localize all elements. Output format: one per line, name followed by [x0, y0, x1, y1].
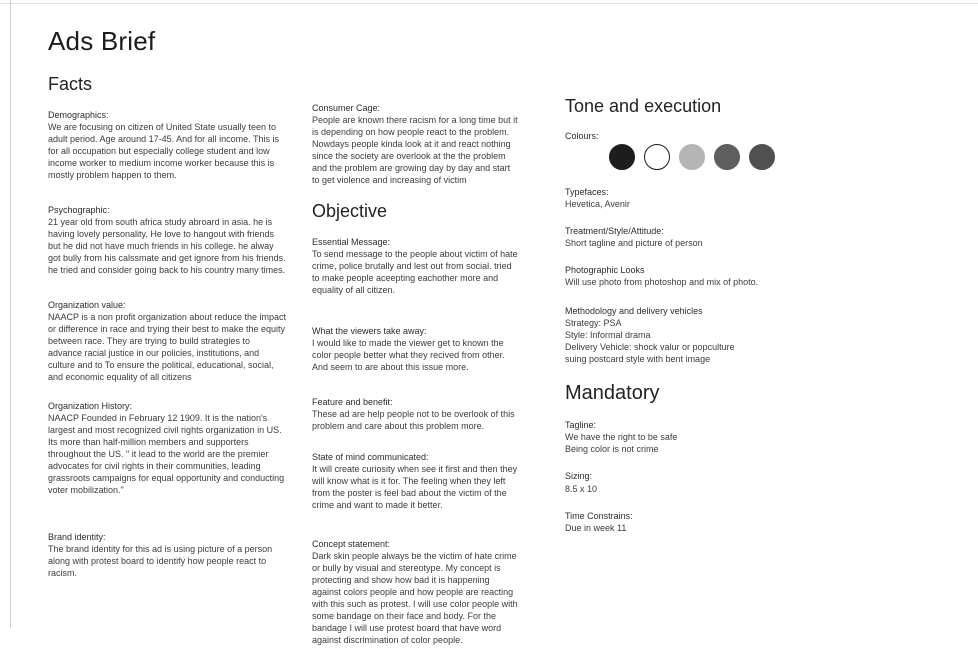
tone-column — [565, 96, 813, 555]
block-text: Strategy: PSA Style: Informal drama Delivery Vehicle: shock valur or popculture suing postcard style with bent image — [565, 318, 735, 365]
block-text: These ad are help people not to be overlook of this problem and care about this problem more. — [312, 409, 515, 432]
objective-block-state-of-mind — [312, 451, 518, 512]
facts-block-demographics — [48, 109, 286, 182]
facts-block-organization-history — [48, 400, 286, 497]
colour-swatch-light-gray — [679, 144, 705, 170]
colour-swatch-white — [644, 144, 670, 170]
block-label: Concept statement: — [312, 539, 391, 550]
block-label: Photographic Looks — [565, 265, 645, 276]
tone-block-methodology — [565, 305, 813, 366]
consumer-cage-block — [312, 102, 518, 187]
mandatory-block-tagline — [565, 419, 813, 456]
block-label: What the viewers take away: — [312, 325, 427, 336]
mandatory-heading: Mandatory — [565, 382, 660, 405]
block-text: 21 year old from south africa study abroard in asia. he is having lovely personality. He love to hangout with friends but he did not have much friends in his college. he alway got bully from his calssmate and get ignore from his friends. he tried and consider going back to his country many times. — [48, 217, 286, 275]
colour-swatch-dark-gray — [749, 144, 775, 170]
block-text: The brand identity for this ad is using picture of a person along with protest board to identify how people react to racism. — [48, 543, 273, 578]
block-text: Short tagline and picture of person — [565, 238, 703, 249]
block-text: NAACP is a non profit organization about reduce the impact or difference in race and trying their best to make the equity between race. They are trying to build strategies to advance racial justice in our policies, institutions, and culture and to To ensure the political, educational, social, and economic equality of all citizens — [48, 312, 286, 382]
block-text: It will create curiosity when see it first and then they will know what is it for. The feeling when they left from the poster is feel bad about the victim of the crime and want to made it better. — [312, 464, 518, 511]
block-text: Hevetica, Avenir — [565, 199, 630, 210]
block-text: I would like to made the viewer get to known the color people better what they recived from other. And seem to are about this issue more. — [312, 338, 505, 373]
facts-column — [48, 74, 286, 600]
block-text: To send message to the people about victim of hate crime, police brutally and lest out from social. tried to make people aceepting eachother more and equality of all citizen. — [312, 249, 518, 295]
block-label: Psychographic: — [48, 204, 110, 215]
block-label: Sizing: — [565, 471, 593, 482]
tone-heading: Tone and execution — [565, 96, 722, 116]
objective-column — [312, 102, 518, 667]
block-label: Organization History: — [48, 400, 133, 411]
document-title: Ads Brief — [48, 26, 156, 56]
block-text: Due in week 11 — [565, 522, 627, 533]
colours-label: Colours: — [565, 131, 599, 141]
tone-block-typefaces — [565, 186, 813, 211]
block-text: Will use photo from photoshop and mix of photo. — [565, 277, 759, 288]
colour-swatch-gray — [714, 144, 740, 170]
mandatory-block-time-constrains — [565, 510, 813, 535]
tone-block-photographic-looks — [565, 264, 813, 289]
facts-heading: Facts — [48, 74, 93, 94]
block-text: 8.5 x 10 — [565, 483, 598, 494]
block-text: We have the right to be safe Being color is not crime — [565, 432, 678, 455]
block-label: Time Constrains: — [565, 510, 633, 521]
facts-block-brand-identity — [48, 531, 286, 580]
block-label: Consumer Cage: — [312, 103, 381, 113]
block-text: We are focusing on citizen of United State usually teen to adult period. Age around 17-45. And for all income. This is for all occupation but especially college student and low income worker to medium income worker because this is mostly problem happen to them. — [48, 122, 279, 181]
objective-heading: Objective — [312, 200, 388, 221]
left-edge-line — [10, 0, 11, 628]
block-label: Tagline: — [565, 420, 597, 431]
block-label: Demographics: — [48, 110, 109, 120]
colour-swatch-row — [609, 144, 813, 170]
objective-block-viewers-takeaway — [312, 325, 518, 374]
block-label: Feature and benefit: — [312, 397, 393, 408]
block-label: Brand identity: — [48, 531, 106, 542]
facts-block-psychographic — [48, 204, 286, 277]
objective-block-essential-message — [312, 236, 518, 297]
block-label: Typefaces: — [565, 187, 609, 197]
objective-block-feature-benefit — [312, 396, 518, 433]
block-label: Methodology and delivery vehicles — [565, 306, 703, 317]
colour-swatch-black — [609, 144, 635, 170]
block-label: Treatment/Style/Attitude: — [565, 226, 664, 237]
facts-block-organization-value — [48, 299, 286, 384]
colours-block — [565, 131, 813, 170]
objective-block-concept-statement — [312, 538, 518, 647]
block-label: State of mind communicated: — [312, 452, 429, 463]
block-label: Essential Message: — [312, 236, 391, 247]
mandatory-block-sizing — [565, 470, 813, 495]
block-label: Organization value: — [48, 299, 126, 310]
block-text: People are known there racism for a long time but it is depending on how people react to the problem. Nowdays people kinda look at it and react nothing since the society are overlook at the the problem and the problem are growing day by day and start to get violence and increasing of victim — [312, 115, 518, 185]
tone-block-treatment — [565, 225, 813, 250]
block-text: NAACP Founded in February 12 1909. It is the nation's largest and most recognized civil rights organization in US. Its more than half-million members and supporters throughout the US. " it lead to the world are the premier advocates for civil rights in their communities, leading grassroots campaigns for equal opportunity and conducting voter mobilization." — [48, 413, 285, 495]
block-text: Dark skin people always be the victim of hate crime or bully by visual and stereotype. My concept is protecting and show how bad it is happening against colors people and how people are reacting with this such as protest. I will use color people with some bandage on their face and body. For the bandage I will use protest board that have word against discrimination of color people. — [312, 551, 518, 646]
top-edge-line — [0, 3, 978, 4]
